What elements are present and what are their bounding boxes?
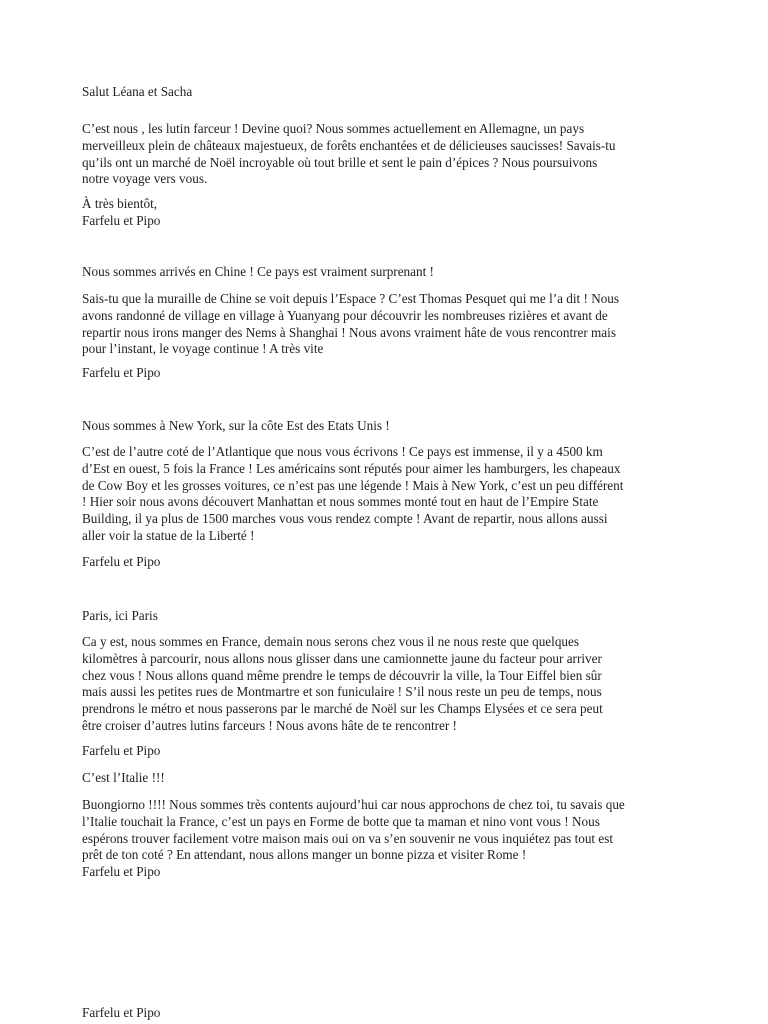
- letter-2-signature: Farfelu et Pipo: [82, 365, 161, 380]
- text-line: ! Hier soir nous avons découvert Manhattan et nous sommes monté tout en haut de l’Empire State: [82, 494, 599, 510]
- text-line: de Cow Boy et les grosses voitures, ce n’est pas une légende ! Mais à New York, c’est un peu différent: [82, 477, 624, 493]
- text-line: pour l’instant, le voyage continue ! A très vite: [82, 341, 324, 357]
- letter-4-signature: Farfelu et Pipo: [82, 743, 161, 758]
- text-line: aller voir la statue de la Liberté !: [82, 527, 255, 543]
- letter-1-body: [82, 121, 616, 188]
- letter-1-closing-block: [82, 196, 160, 230]
- letter-4-body: [82, 634, 603, 735]
- text-line: Sais-tu que la muraille de Chine se voit depuis l’Espace ? C’est Thomas Pesquet qui me l’a dit ! Nous: [82, 291, 620, 306]
- text-line: Building, il ya plus de 1500 marches vous vous rendez compte ! Avant de repartir, nous allons aussi: [82, 511, 608, 527]
- letter-3-heading: Nous sommes à New York, sur la côte Est des Etats Unis !: [82, 418, 390, 433]
- letter-2-heading: Nous sommes arrivés en Chine ! Ce pays est vraiment surprenant !: [82, 264, 434, 279]
- text-line: d’Est en ouest, 5 fois la France ! Les américains sont réputés pour aimer les hamburgers, les chapeaux: [82, 460, 621, 476]
- text-line: repartir nous irons manger des Nems à Shanghai ! Nous avons vraiment hâte de vous rencontrer mais: [82, 324, 616, 340]
- letter-5-signature: Farfelu et Pipo: [82, 864, 161, 879]
- text-line: C’est nous , les lutin farceur ! Devine quoi? Nous sommes actuellement en Allemagne, un pays: [82, 121, 585, 136]
- letter-greeting: Salut Léana et Sacha: [82, 84, 193, 99]
- text-line: espérons trouver facilement votre maison mais oui on va s’en souvenir ne vous inquiétez pas tout est: [82, 830, 614, 846]
- footer-signature: Farfelu et Pipo: [82, 1005, 161, 1020]
- letter-3-body: [82, 444, 623, 545]
- letter-closing: À très bientôt,: [82, 196, 158, 211]
- letter-signature: Farfelu et Pipo: [82, 212, 161, 228]
- text-line: mais aussi les petites rues de Montmartre et son funiculaire ! S’il nous reste un peu de temps, nous: [82, 684, 602, 700]
- text-line: être croiser d’autres lutins farceurs ! Nous avons hâte de te rencontrer !: [82, 717, 457, 733]
- text-line: notre voyage vers vous.: [82, 171, 208, 187]
- text-line: prêt de ton coté ? En attendant, nous allons manger un bonne pizza et visiter Rome !: [82, 847, 527, 863]
- text-line: C’est de l’autre coté de l’Atlantique que nous vous écrivons ! Ce pays est immense, il y a 4500 km: [82, 444, 603, 459]
- text-line: Buongiorno !!!! Nous sommes très contents aujourd’hui car nous approchons de chez toi, tu savais que: [82, 797, 625, 812]
- text-line: prendrons le métro et nous passerons par le marché de Noël sur les Champs Elysées et ce sera peut: [82, 701, 603, 717]
- letter-3-signature: Farfelu et Pipo: [82, 554, 161, 569]
- letter-4-heading: Paris, ici Paris: [82, 608, 158, 623]
- letter-2-body: [82, 291, 619, 358]
- letter-5-body: [82, 797, 625, 864]
- text-line: Ca y est, nous sommes en France, demain nous serons chez vous il ne nous reste que quelques: [82, 634, 579, 649]
- text-line: qu’ils ont un marché de Noël incroyable où tout brille et sent le pain d’épices ? Nous poursuivons: [82, 154, 598, 170]
- text-line: chez vous ! Nous allons quand même prendre le temps de découvrir la ville, la Tour Eiffel bien sûr: [82, 667, 602, 683]
- text-line: avons randonné de village en village à Yuanyang pour découvrir les nombreuses rizières et avant de: [82, 307, 608, 323]
- text-line: kilomètres à parcourir, nous allons nous glisser dans une camionnette jaune du facteur pour arriver: [82, 650, 602, 666]
- text-line: merveilleux plein de châteaux majestueux, de forêts enchantées et de délicieuses saucisses! Savais-tu: [82, 137, 616, 153]
- text-line: l’Italie touchait la France, c’est un pays en Forme de botte que ta maman et nino vont vous ! Nous: [82, 813, 600, 829]
- letter-5-heading: C’est l’Italie !!!: [82, 770, 165, 785]
